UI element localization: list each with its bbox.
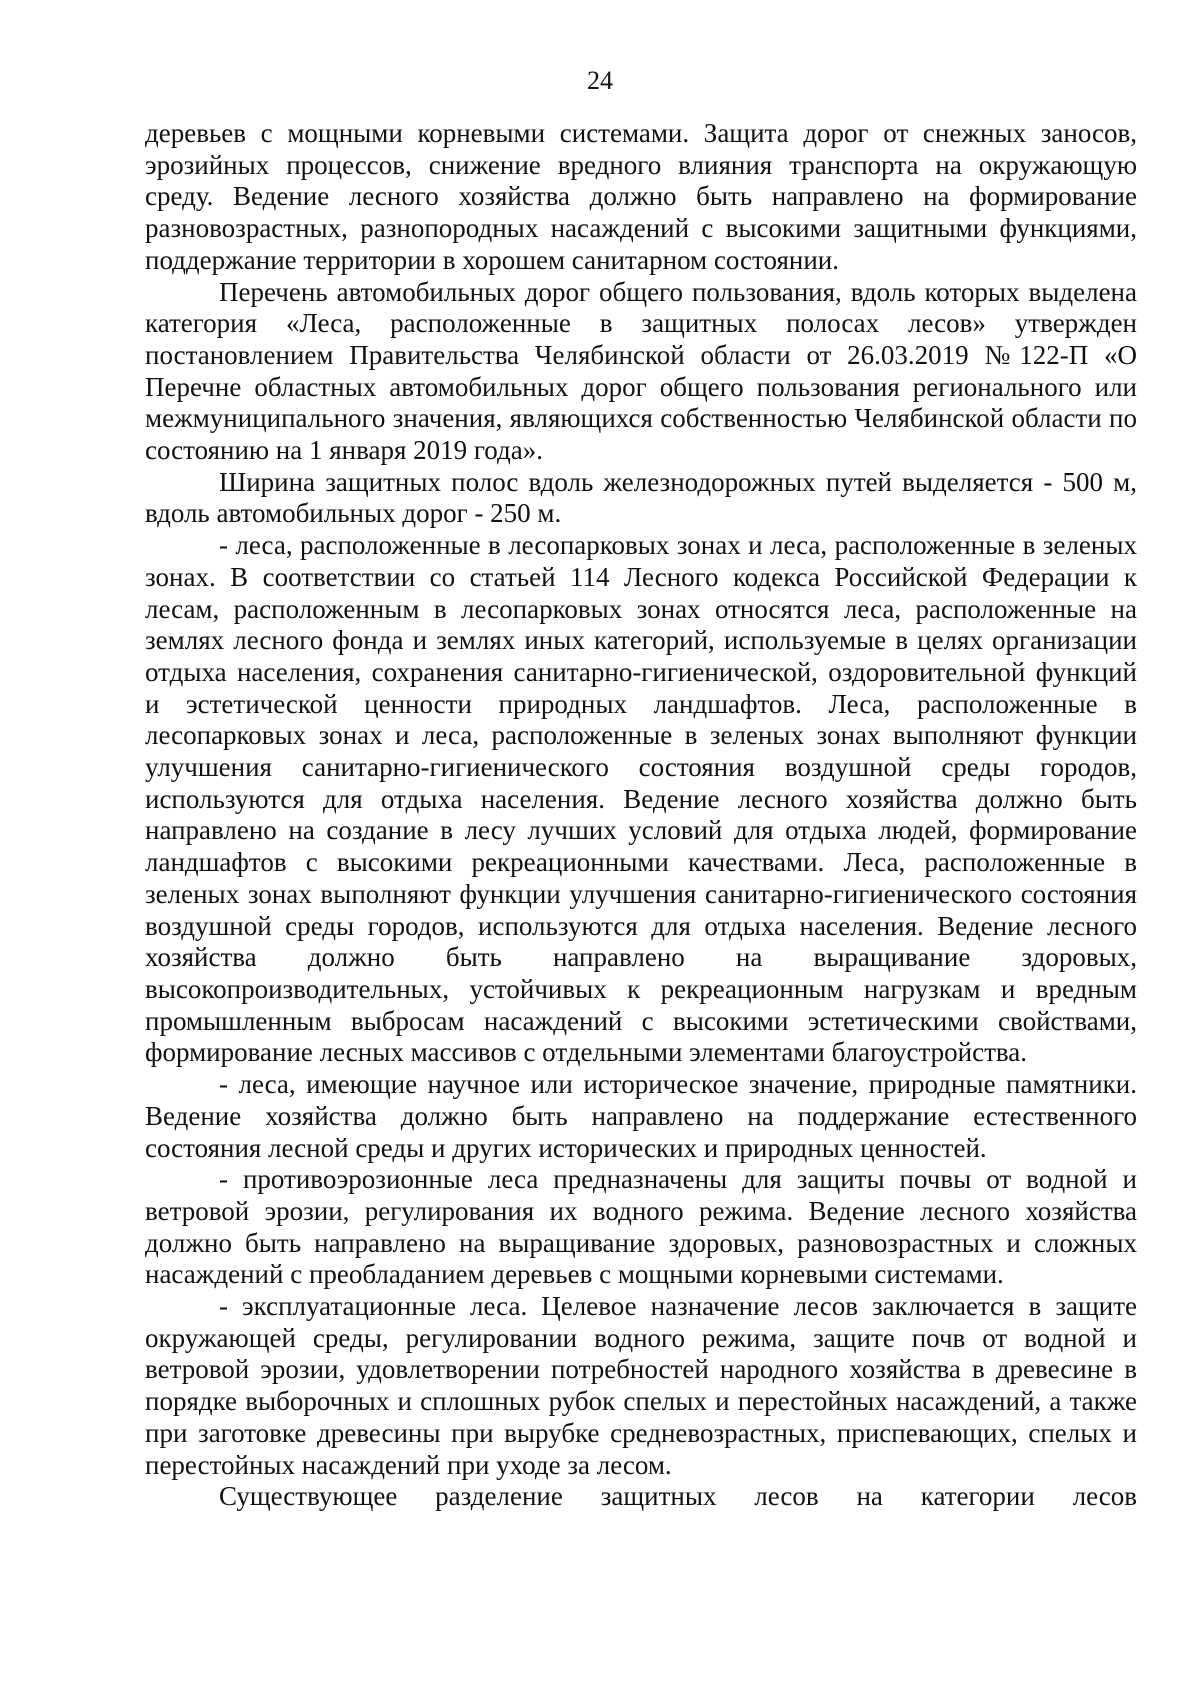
page-number: 24 [587, 66, 613, 95]
paragraph-continuation: деревьев с мощными корневыми системами. Защита дорог от снежных заносов, эрозийных процессов, снижение вредного влияния транспорта на окружающую среду. Ведение лесного хозяйства должно быть направлено на формирование разновозрастных, разнопородных насаждений с высокими защитными функциями, поддержание территории в хорошем санитарном состоянии. [145, 118, 1137, 275]
paragraph-scientific-forests: - леса, имеющие научное или историческое значение, природные памятники. Ведение хозяйства должно быть направлено на поддержание естественного состояния лесной среды и других исторических и природных ценностей. [145, 1069, 1137, 1163]
paragraph-strip-width: Ширина защитных полос вдоль железнодорожных путей выделяется - 500 м, вдоль автомобильных дорог - 250 м. [145, 466, 1137, 529]
paragraph-anti-erosion-forests: - противоэрозионные леса предназначены для защиты почвы от водной и ветровой эрозии, регулирования их водного режима. Ведение лесного хозяйства должно быть направлено на выращивание здоровых, разновозрастных и сложных насаждений с преобладанием деревьев с мощными корневыми системами. [145, 1164, 1137, 1290]
paragraph-existing-division: Существующее разделение защитных лесов на категории лесов [219, 1481, 1137, 1512]
paragraph-forest-park-zones: - леса, расположенные в лесопарковых зонах и леса, расположенные в зеленых зонах. В соответствии со статьей 114 Лесного кодекса Российской Федерации к лесам, расположенным в лесопарковых зонах относятся леса, расположенные на землях лесного фонда и землях иных категорий, используемые в целях организации отдыха населения, сохранения санитарно-гигиенической, оздоровительной функций и эстетической ценности природных ландшафтов. Леса, расположенные в лесопарковых зонах и леса, расположенные в зеленых зонах выполняют функции улучшения санитарно-гигиенического состояния воздушной среды городов, используются для отдыха населения. Ведение лесного хозяйства должно быть направлено на создание в лесу лучших условий для отдыха людей, формирование ландшафтов с высокими рекреационными качествами. Леса, расположенные в зеленых зонах выполняют функции улучшения санитарно-гигиенического состояния воздушной среды городов, используются для отдыха населения. Ведение лесного хозяйства должно быть направлено на выращивание здоровых, высокопроизводительных, устойчивых к рекреационным нагрузкам и вредным промышленным выбросам насаждений с высокими эстетическими свойствами, формирование лесных массивов с отдельными элементами благоустройства. [145, 530, 1137, 1068]
paragraph-road-list: Перечень автомобильных дорог общего пользования, вдоль которых выделена категория «Леса, расположенные в защитных полосах лесов» утвержден постановлением Правительства Челябинской области от 26.03.2019 №122-П «О Перечне областных автомобильных дорог общего пользования регионального или межмуниципального значения, являющихся собственностью Челябинской области по состоянию на 1 января 2019 года». [145, 276, 1137, 466]
paragraph-exploitation-forests: - эксплуатационные леса. Целевое назначение лесов заключается в защите окружающей среды, регулировании водного режима, защите почв от водной и ветровой эрозии, удовлетворении потребностей народного хозяйства в древесине в порядке выборочных и сплошных рубок спелых и перестойных насаждений, а также при заготовке древесины при вырубке средневозрастных, приспевающих, спелых и перестойных насаждений при уходе за лесом. [145, 1291, 1137, 1480]
document-body [145, 118, 1137, 1513]
